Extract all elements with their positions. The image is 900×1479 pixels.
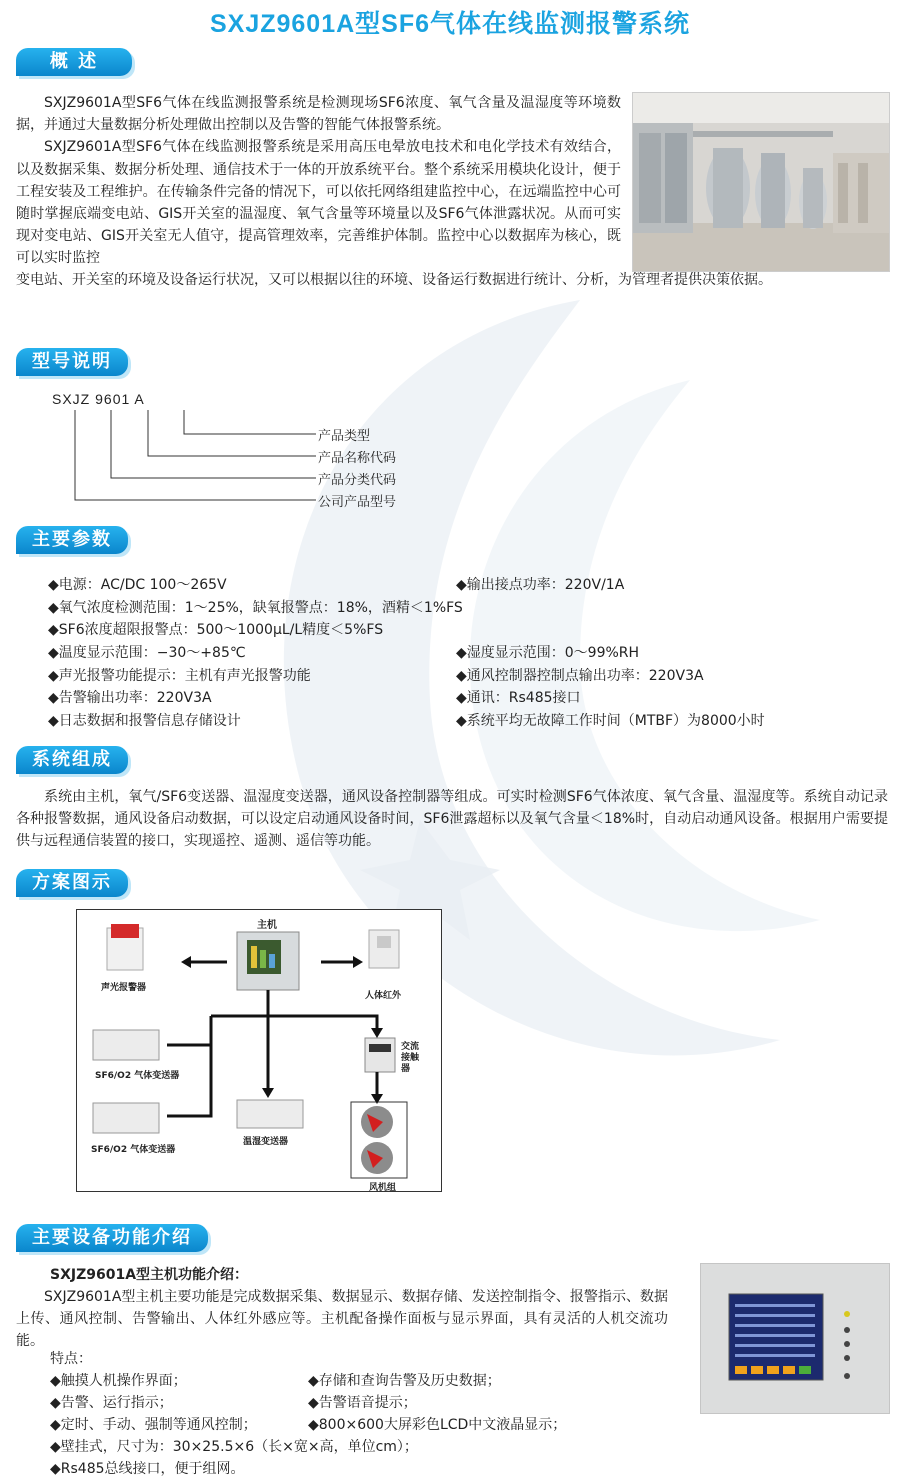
overview-paragraph-2: SXJZ9601A型SF6气体在线监测报警系统是采用高压电晕放电技术和电化学技术有效结合，以及数据采集、数据分析处理、通信技术于一体的开放系统平台。整个系统采用模块化设计，便于工程安装及工程维护。在传输条件完备的情况下，可以依托网络组建监控中心，在远端监控中心可随时掌握底端变电站、GIS开关室的温湿度、氧气含量等环境量以及SF6气体泄露状况。从而可实现对变电站、GIS开关室无人值守，提高管理效率，完善维护体制。监控中心以数据库为核心，既可以实时监控: [16, 139, 621, 267]
composition-paragraph: 系统由主机，氧气/SF6变送器、温湿度变送器，通风设备控制器等组成。可实时检测SF6气体浓度、氧气含量、温湿度等。系统自动记录各种报警数据，通风设备启动数据，可以设定启动通风设备时间，SF6泄露超标以及氧气含量＜18%时，自动启动通风设备。根据用户需要提供与远程通信装置的接口，实现遥控、遥测、遥信等功能。: [16, 789, 888, 850]
indicator-led: [844, 1311, 850, 1317]
feature-item: ◆Rs485总线接口，便于组网。: [50, 1461, 245, 1477]
bus-top: [211, 1016, 377, 1032]
param-item: ◆通风控制器控制点输出功率：220V3A: [456, 667, 704, 684]
param-row: [48, 710, 868, 733]
overview-paragraph-2-cont: [16, 269, 888, 291]
param-row: [48, 619, 868, 642]
model-label-name: 产品名称代码: [318, 451, 397, 466]
param-row: [48, 574, 868, 597]
section-model: 型号说明: [16, 348, 128, 376]
section-composition: 系统组成: [16, 746, 128, 774]
label-contactor: 交流接触器: [401, 1042, 420, 1074]
label-sf6-1: SF6/O2 气体变送器: [95, 1071, 180, 1081]
page-title: SXJZ9601A型SF6气体在线监测报警系统: [209, 10, 691, 38]
feature-item: ◆触摸人机操作界面；: [50, 1373, 187, 1389]
params-list: [48, 574, 868, 733]
features-label: 特点：: [50, 1351, 92, 1367]
model-label-type: 产品类型: [318, 429, 371, 444]
param-item: ◆声光报警功能提示：主机有声光报警功能: [48, 667, 311, 684]
param-item: ◆通讯：Rs485接口: [456, 690, 581, 707]
line-name: [148, 410, 316, 456]
composition-text: [16, 786, 888, 853]
param-row: [48, 597, 868, 620]
param-item: ◆告警输出功率：220V3A: [48, 690, 212, 707]
label-temp: 温湿变送器: [243, 1137, 289, 1147]
param-item: ◆输出接点功率：220V/1A: [456, 577, 625, 593]
model-label-company: 公司产品型号: [318, 495, 397, 510]
scheme-diagram: [76, 909, 442, 1192]
arrowhead-contactor: [371, 1028, 383, 1038]
feature-item: ◆存储和查询告警及历史数据；: [308, 1373, 501, 1389]
line-type: [184, 410, 316, 434]
label-fan: 风机组: [369, 1183, 397, 1193]
overview-paragraph-1: SXJZ9601A型SF6气体在线监测报警系统是检测现场SF6浓度、氧气含量及温湿度等环境数据，并通过大量数据分析处理做出控制以及告警的智能气体报警系统。: [16, 95, 621, 134]
overview-paragraph-2b: 变电站、开关室的环境及设备运行状况，又可以根据以往的环境、设备运行数据进行统计、分析，为管理者提供决策依据。: [16, 272, 772, 288]
bus-left: [167, 1016, 211, 1116]
section-overview: 概 述: [16, 48, 132, 76]
model-label-class: 产品分类代码: [318, 473, 397, 488]
arrowhead-infrared: [353, 956, 363, 968]
host-device-photo: [700, 1263, 890, 1414]
equipment-subtitle: SXJZ9601A型主机功能介绍：: [50, 1267, 249, 1283]
param-row: [48, 687, 868, 710]
param-row: [48, 642, 868, 665]
label-infrared: 人体红外: [365, 991, 402, 1001]
param-item: ◆日志数据和报警信息存储设计: [48, 713, 241, 730]
substation-photo: [632, 92, 890, 272]
feature-item: ◆告警、运行指示；: [50, 1395, 173, 1411]
equipment-desc: SXJZ9601A型主机主要功能是完成数据采集、数据显示、数据存储、发送控制指令、报警指示、数据上传、通风控制、告警输出、人体红外感应等。主机配备操作面板与显示界面，具有灵活的人机交流功能。: [16, 1289, 668, 1350]
section-params: 主要参数: [16, 526, 128, 554]
param-item: ◆氧气浓度检测范围：1～25%，缺氧报警点：18%，酒精＜1%FS: [48, 599, 463, 616]
model-lines: [60, 406, 320, 506]
label-sf6-2: SF6/O2 气体变送器: [91, 1145, 176, 1155]
param-item: ◆湿度显示范围：0～99%RH: [456, 645, 640, 662]
section-diagram: 方案图示: [16, 869, 128, 897]
model-code: SXJZ 9601 A: [52, 391, 145, 407]
param-item: ◆温度显示范围：−30～+85℃: [48, 645, 246, 662]
param-item: ◆系统平均无故障工作时间（MTBF）为8000小时: [456, 713, 765, 730]
feature-item: ◆壁挂式，尺寸为：30×25.5×6（长×宽×高，单位cm）；: [50, 1439, 418, 1455]
sf6-transmitter-1: [93, 1030, 159, 1060]
overview-text: [16, 92, 621, 270]
param-row: [48, 665, 868, 688]
contactor-device: [365, 1038, 395, 1072]
arrowhead-temp: [262, 1088, 274, 1098]
sf6-transmitter-2: [93, 1103, 159, 1133]
infrared-device: [369, 930, 399, 968]
section-equipment: 主要设备功能介绍: [16, 1224, 208, 1252]
arrowhead-alarm: [181, 956, 191, 968]
feature-item: ◆800×600大屏彩色LCD中文液晶显示；: [308, 1417, 567, 1433]
label-host: 主机: [257, 920, 277, 931]
label-alarm: 声光报警器: [101, 983, 147, 993]
feature-item: ◆告警语音提示；: [308, 1395, 417, 1411]
temp-transmitter: [237, 1100, 303, 1128]
feature-item: ◆定时、手动、强制等通风控制；: [50, 1417, 257, 1433]
line-class: [111, 410, 316, 478]
param-item: ◆SF6浓度超限报警点：500～1000μL/L精度＜5%FS: [48, 622, 384, 639]
equipment-desc-wrap: [16, 1286, 668, 1353]
param-item: ◆电源：AC/DC 100～265V: [48, 577, 227, 593]
